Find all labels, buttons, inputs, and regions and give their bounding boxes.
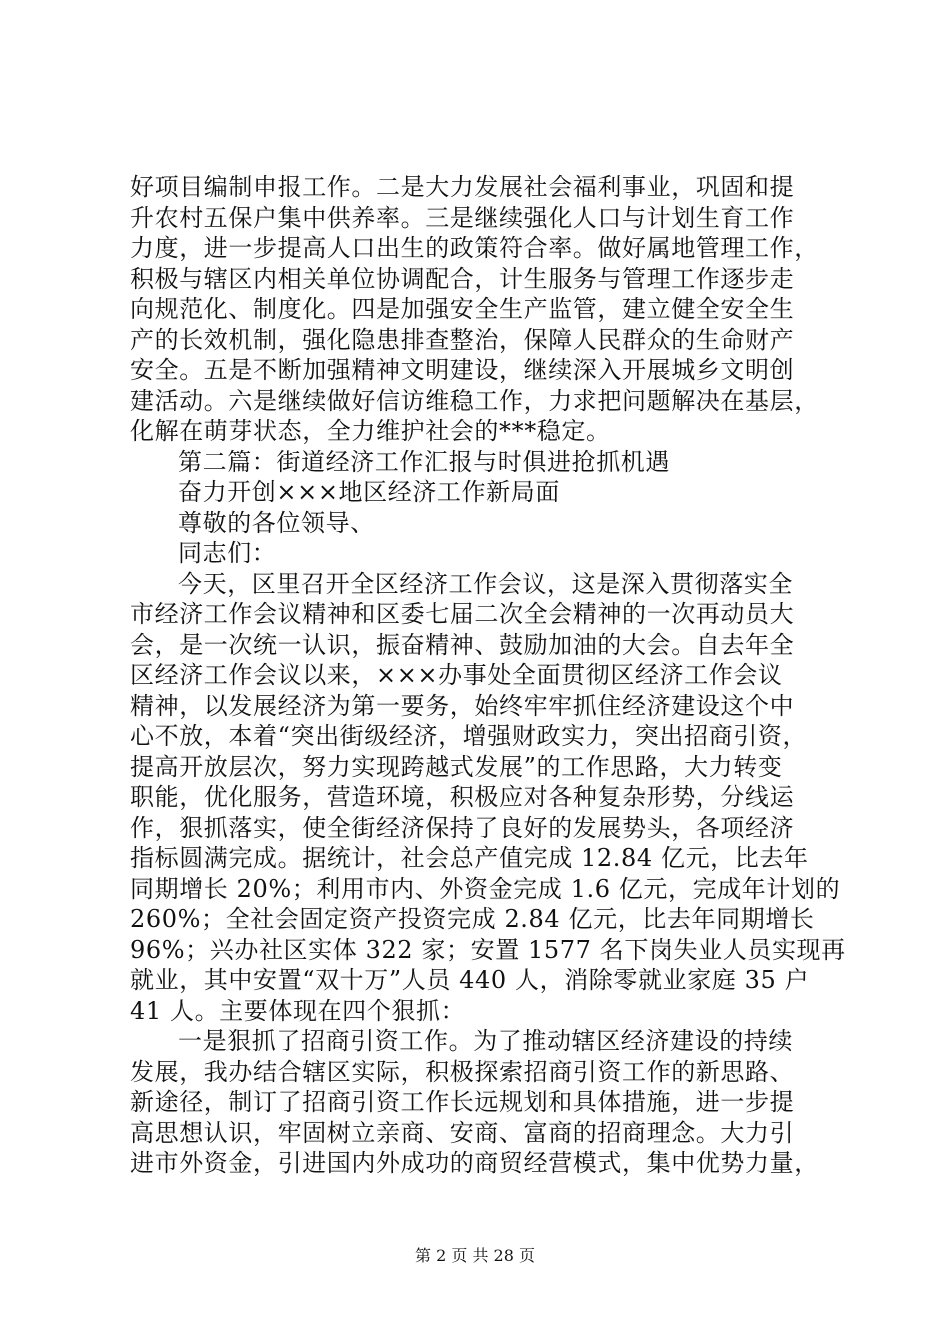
text-line: 心不放，本着“突出街级经济，增强财政实力，突出招商引资， — [130, 722, 808, 750]
text-line: 同志们： — [178, 539, 277, 567]
text-line: 今天，区里召开全区经济工作会议，这是深入贯彻落实全 — [178, 569, 793, 598]
text-line: 尊敬的各位领导、 — [178, 508, 375, 537]
text-line: 升农村五保户集中供养率。三是继续强化人口与计划生育工作 — [130, 203, 795, 232]
text-line: 好项目编制申报工作。二是大力发展社会福利事业，巩固和提 — [130, 173, 795, 201]
text-line: 建活动。六是继续做好信访维稳工作，力求把问题解决在基层， — [130, 386, 819, 415]
text-line: 产的长效机制，强化隐患排查整治，保障人民群众的生命财产 — [130, 325, 795, 354]
text-line: 260%；全社会固定资产投资完成 2.84 亿元，比去年同期增长 — [130, 905, 815, 933]
text-line: 力度，进一步提高人口出生的政策符合率。做好属地管理工作， — [130, 234, 819, 262]
text-line: 新途径，制订了招商引资工作长远规划和具体措施，进一步提 — [130, 1088, 795, 1116]
text-line: 就业，其中安置“双十万”人员 440 人，消除零就业家庭 35 户 — [130, 966, 810, 994]
text-line: 精神，以发展经济为第一要务，始终牢牢抓住经济建设这个中 — [130, 691, 795, 720]
text-line: 会，是一次统一认识，振奋精神、鼓励加油的大会。自去年全 — [130, 630, 795, 659]
text-line: 职能，优化服务，营造环境，积极应对各种复杂形势，分线运 — [130, 783, 795, 811]
text-line: 一是狠抓了招商引资工作。为了推动辖区经济建设的持续 — [178, 1027, 793, 1055]
page-footer: 第 2 页 共 28 页 — [415, 1246, 535, 1265]
text-line: 区经济工作会议以来，×××办事处全面贯彻区经济工作会议 — [130, 661, 783, 689]
text-line: 提高开放层次，努力实现跨越式发展”的工作思路，大力转变 — [130, 752, 783, 781]
text-line: 高思想认识，牢固树立亲商、安商、富商的招商理念。大力引 — [130, 1118, 795, 1147]
text-line: 96%；兴办社区实体 322 家；安置 1577 名下岗失业人员实现再 — [130, 935, 846, 964]
text-line: 向规范化、制度化。四是加强安全生产监管，建立健全安全生 — [130, 295, 795, 323]
text-line: 第二篇：街道经济工作汇报与时俱进抢抓机遇 — [178, 447, 670, 476]
text-line: 指标圆满完成。据统计，社会总产值完成 12.84 亿元，比去年 — [130, 844, 809, 872]
text-line: 积极与辖区内相关单位协调配合，计生服务与管理工作逐步走 — [130, 264, 795, 293]
text-line: 安全。五是不断加强精神文明建设，继续深入开展城乡文明创 — [130, 356, 795, 384]
text-line: 41 人。主要体现在四个狠抓： — [130, 996, 466, 1025]
text-line: 市经济工作会议精神和区委七届二次全会精神的一次再动员大 — [130, 600, 795, 628]
text-line: 进市外资金，引进国内外成功的商贸经营模式，集中优势力量， — [130, 1149, 819, 1177]
text-line: 奋力开创×××地区经济工作新局面 — [178, 478, 560, 506]
text-line: 化解在萌芽状态，全力维护社会的***稳定。 — [130, 417, 611, 445]
document-body — [130, 172, 846, 1179]
text-line: 作，狠抓落实，使全街经济保持了良好的发展势头，各项经济 — [130, 813, 795, 842]
text-line: 同期增长 20%；利用市内、外资金完成 1.6 亿元，完成年计划的 — [130, 874, 841, 903]
text-line: 发展，我办结合辖区实际，积极探索招商引资工作的新思路、 — [130, 1057, 795, 1086]
